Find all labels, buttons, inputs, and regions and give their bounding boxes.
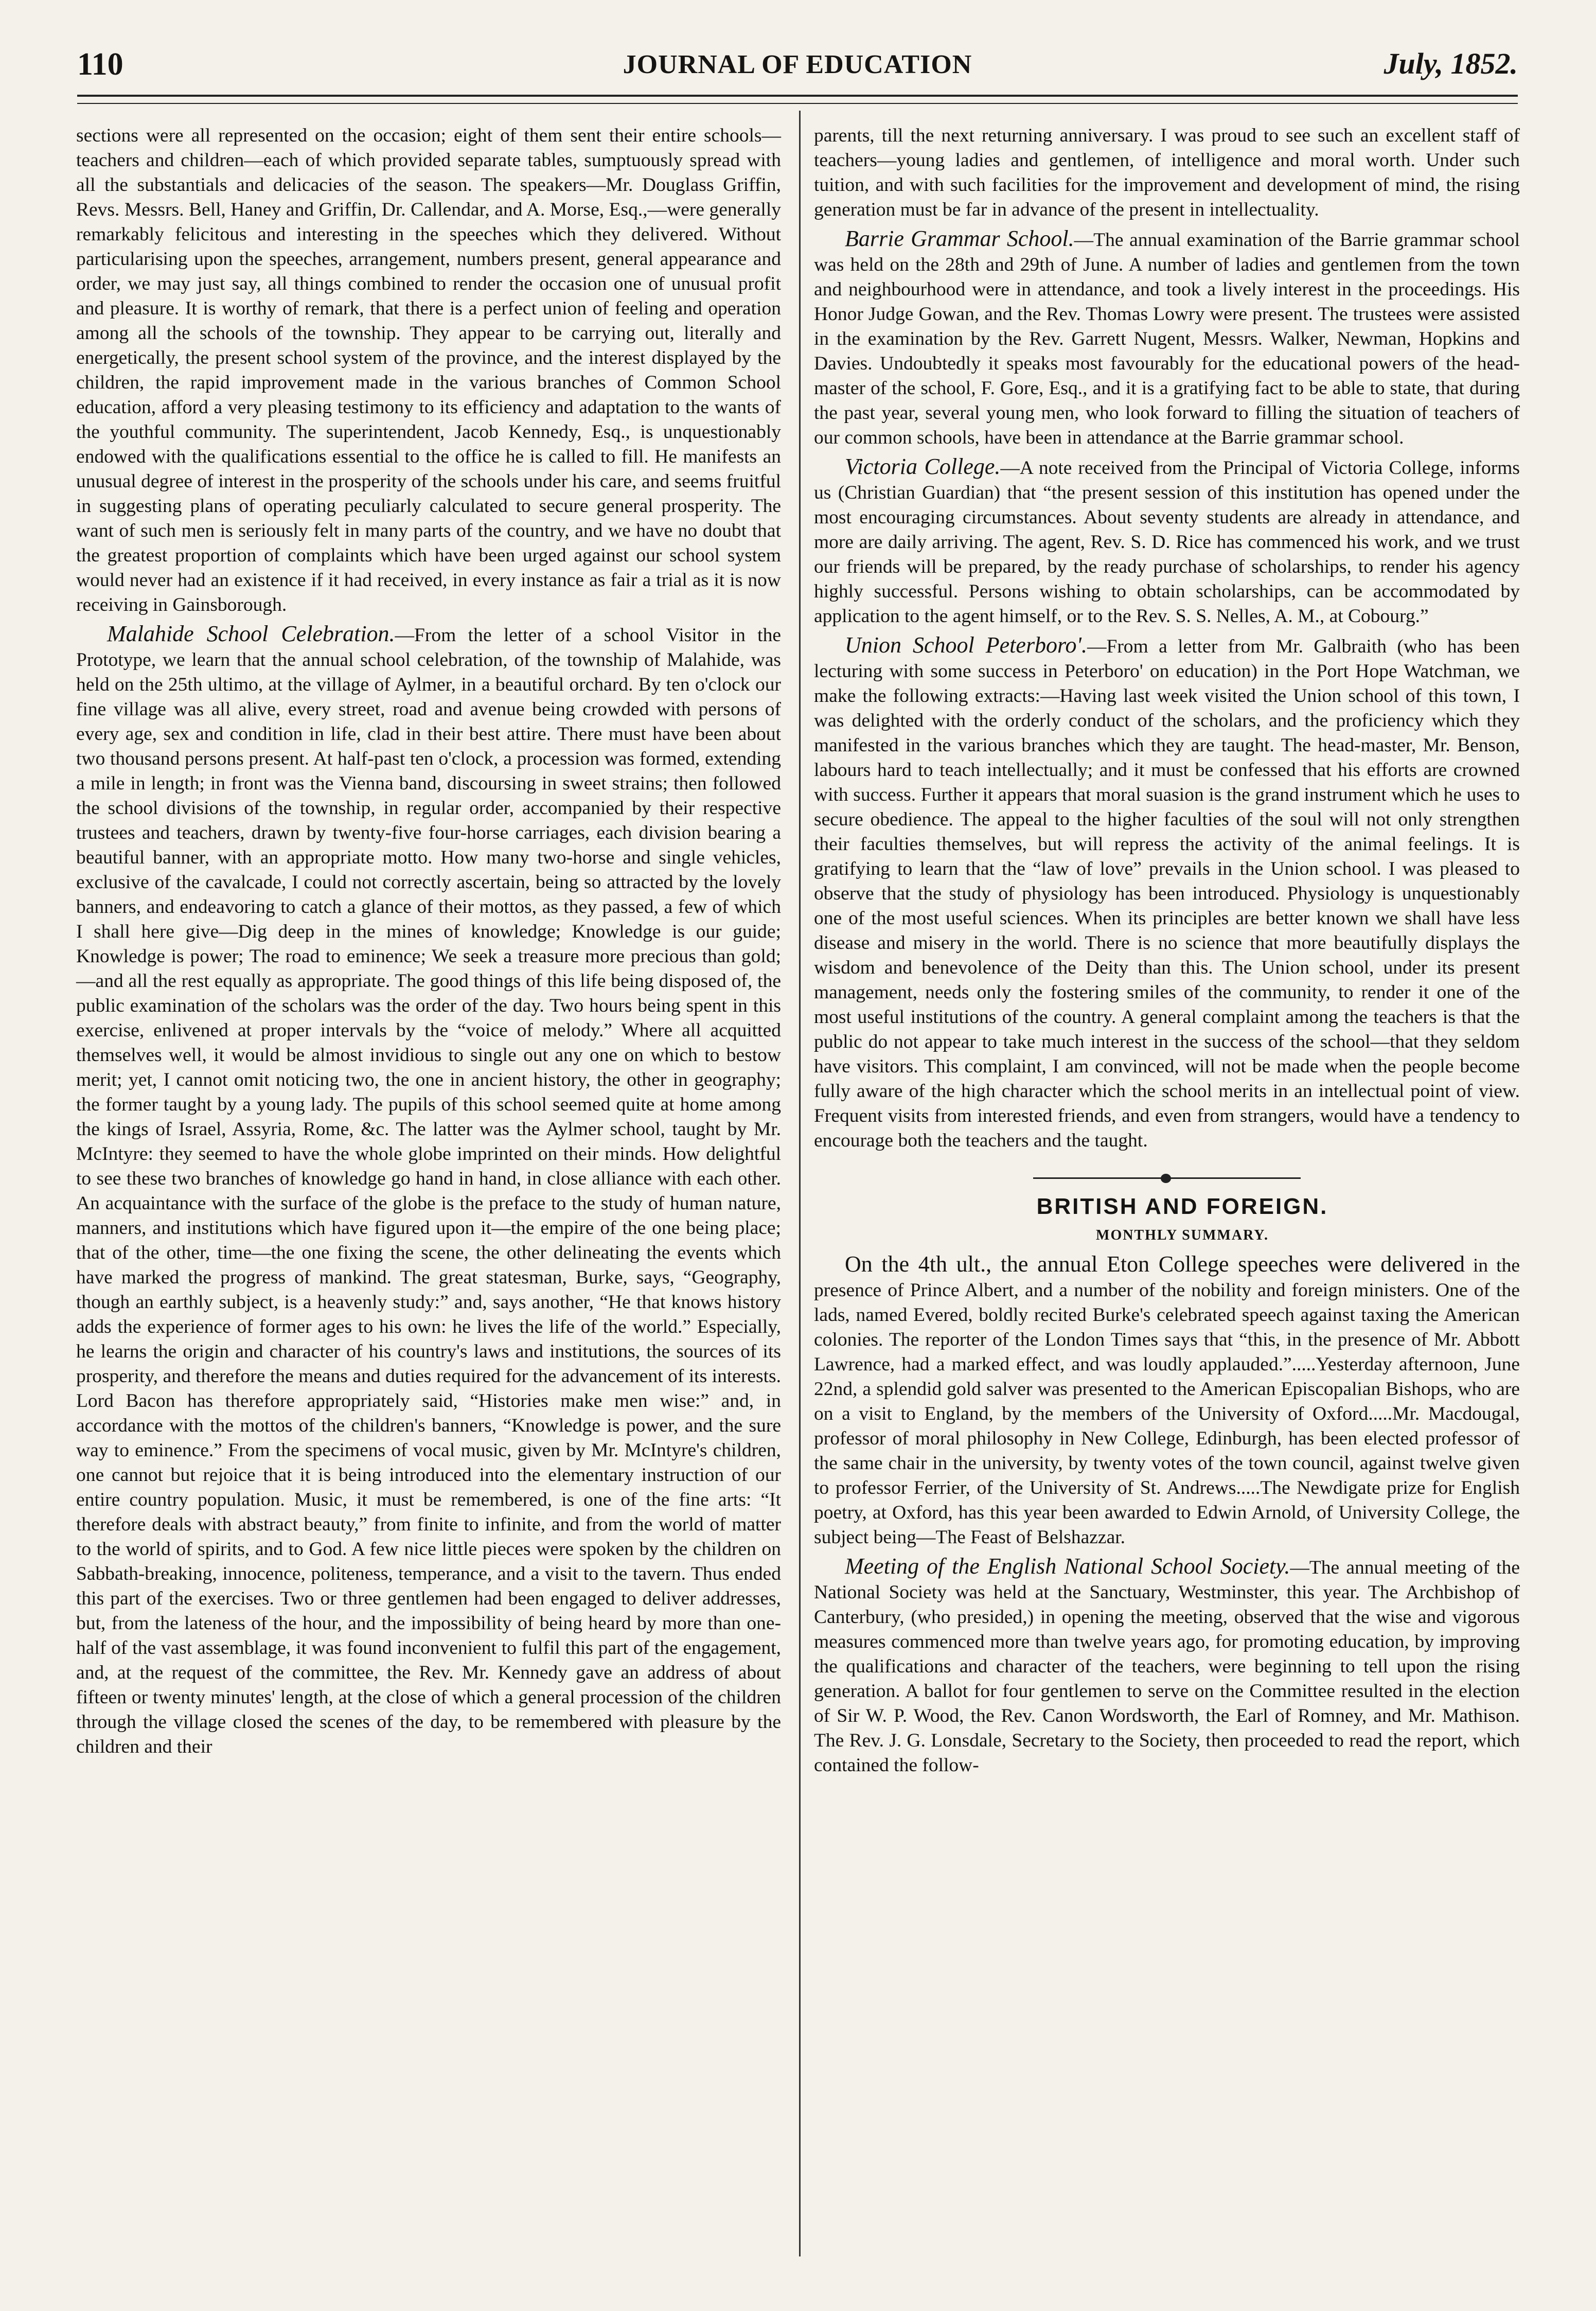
union-heading: Union School Peterboro'. [845,632,1087,658]
malahide-article [76,622,781,1759]
barrie-body: —The annual examination of the Barrie grammar school was held on the 28th and 29th of June. A number of ladies and gentlemen from the town and neighbourhood were in attendance, and took a lively interest in the proceedings. His Honor Judge Gowan, and the Rev. Thomas Lowry were present. The trustees were assisted in the examination by the Rev. Garrett Nugent, Messrs. Walker, Newman, Hopkins and Davies. Undoubtedly it speaks most favourably for the educational powers of the head-master of the school, F. Gore, Esq., and it is a gratifying fact to be able to state, that during the past year, several young men, who look forward to filling the situation of teachers of our common schools, have been in attendance at the Barrie grammar school. [814,230,1520,448]
union-body: —From a letter from Mr. Galbraith (who has been lecturing with some success in Peterboro' on education) in the Port Hope Watchman, we make the following extracts:—Having last week visited the Union school of this town, I was delighted with the orderly conduct of the scholars, and the proficiency which they manifested in the various branches which they are taught. The head-master, Mr. Benson, labours hard to teach intellectually; and it must be confessed that his efforts are crowned with success. Further it appears that moral suasion is the grand instrument which he uses to secure obedience. The appeal to the higher faculties of the soul will not only strengthen their faculties themselves, but will repress the activity of the animal feelings. It is gratifying to learn that the “law of love” prevails in the Union school. I was pleased to observe that the study of physiology has been introduced. Physiology is unquestionably one of the most useful sciences. When its principles are better known we shall have less disease and misery in the world. There is no science that more beautifully displays the wisdom and benevolence of the Deity than this. The Union school, under its present management, needs only the fostering smiles of the community, to render it one of the most useful institutions of the country. A general complaint among the teachers is that the public do not appear to take much interest in the success of the school—that they seldom have visitors. This complaint, I am convinced, will not be made when the people become fully aware of the high character which the school merits in an intellectual point of view. Frequent visits from interested friends, and even from strangers, would have a tendency to encourage both the teachers and the taught. [814,636,1520,1151]
page-header [77,46,1518,87]
divider-ornament [1161,1174,1171,1183]
victoria-body: —A note received from the Principal of Victoria College, informs us (Christian Guardian) that “the present session of this institution has opened under the most encouraging circumstances. About seventy students are already in attendance, and more are daily arriving. The agent, Rev. S. D. Rice has commenced his work, and we trust our friends will be prepared, by the ready purchase of scholarships, to render his agency highly successful. Persons wishing to obtain scholarships, can be accommodated by application to the agent himself, or to the Rev. S. S. Nelles, A. M., at Cobourg.” [814,457,1520,627]
section-divider [1033,1173,1301,1183]
header-rule-thick [77,95,1518,97]
meeting-body: —The annual meeting of the National Society was held at the Sanctuary, Westminster, this year. The Archbishop of Canterbury, (who presided,) in opening the meeting, observed that the wise and vigorous measures commenced more than twelve years ago, for promoting education, by improving the qualifications and character of the teachers, were beginning to tell upon the rising generation. A ballot for four gentlemen to serve on the Committee resulted in the election of Sir W. P. Wood, the Rev. Canon Wordsworth, the Earl of Romney, and Mr. Mathison. The Rev. J. G. Lonsdale, Secretary to the Society, then proceeded to read the report, which contained the follow- [814,1557,1520,1776]
malahide-continued: parents, till the next returning anniversary. I was proud to see such an excellent staff of teachers—young ladies and gentlemen, of intelligence and moral worth. Under such tuition, and with such facilities for the improvement and development of mind, the rising generation must be far in advance of the present in intellectuality. [814,125,1520,220]
meeting-article [814,1554,1520,1778]
right-column [814,124,1520,1778]
section-title: BRITISH AND FOREIGN. [1036,1194,1328,1219]
barrie-heading: Barrie Grammar School. [845,226,1074,251]
issue-date: July, 1852. [1384,47,1518,80]
malahide-body: —From the letter of a school Visitor in the Prototype, we learn that the annual school celebration, of the township of Malahide, was held on the 25th ultimo, at the village of Aylmer, in a beautiful orchard. By ten o'clock our fine village was all alive, every street, road and avenue being crowded with persons of every age, sex and condition in life, clad in their best attire. There must have been about two thousand persons present. At half-past ten o'clock, a procession was formed, extending a mile in length; in front was the Vienna band, discoursing in sweet strains; then followed the school divisions of the township, in regular order, accompanied by their respective trustees and teachers, drawn by twenty-five four-horse carriages, each division bearing a beautiful banner, with an appropriate motto. How many two-horse and single vehicles, exclusive of the cavalcade, I could not correctly ascertain, being so attracted by the lovely banners, and endeavoring to catch a glance of their mottos, as they passed, a few of which I shall here give—Dig deep in the mines of knowledge; Knowledge is our guide; Knowledge is power; The road to eminence; We seek a treasure more precious than gold;—and all the rest equally as appropriate. The good things of this life being disposed of, the public examination of the scholars was the order of the day. Two hours being spent in this exercise, enlivened at proper intervals by the “voice of melody.” Where all acquitted themselves well, it would be almost invidious to single out any one on which to bestow merit; yet, I cannot omit noticing two, the one in ancient history, the other in geography; the former taught by a young lady. The pupils of this school seemed quite at home among the kings of Israel, Assyria, Rome, &c. The latter was the Aylmer school, taught by Mr. McIntyre: they seemed to have the whole globe imprinted on their minds. How delightful to see these two branches of knowledge go hand in hand, in close alliance with each other. An acquaintance with the surface of the globe is the preface to the study of human nature, manners, and institutions which have figured upon it—the empire of the one being place; that of the other, time—the one fixing the scene, the other delineating the events which have marked the progress of mankind. The great statesman, Burke, says, “Geography, though an earthly subject, is a heavenly study:” and, says another, “He that knows history adds the experience of former ages to his own: he lives the life of the world.” Especially, he learns the origin and character of his country's laws and institutions, the sources of its prosperity, and therefore the means and duties required for the advancement of its interests. Lord Bacon has therefore appropriately said, “Histories make men wise:” and, in accordance with the mottos of the children's banners, “Knowledge is power, and the sure way to eminence.” From the specimens of vocal music, given by Mr. McIntyre's children, one cannot but rejoice that it is being introduced into the elementary instruction of our entire country population. Music, it must be remembered, is one of the fine arts: “It therefore deals with abstract beauty,” from finite to infinite, and from the world of matter to the world of spirits, and to God. A few nice little pieces were spoken by the children on Sabbath-breaking, innocence, politeness, temperance, and a visit to the tavern. Thus ended this part of the exercises. Two or three gentlemen had been engaged to deliver addresses, but, from the lateness of the hour, and the impossibility of being heard by more than one-half of the vast assemblage, it was found inconvenient to fulfil this part of the engagement, and, at the request of the committee, the Rev. Mr. Kennedy gave an address of about fifteen or twenty minutes' length, at the close of which a general procession of the children through the village closed the scenes of the day, to be remembered with pleasure by the children and their [76,625,781,1757]
union-article [814,633,1520,1153]
header-rule-thin [77,103,1518,104]
left-column [76,124,781,1759]
gainsborough-paragraph: sections were all represented on the occasion; eight of them sent their entire schools—teachers and children—each of which provided separate tables, sumptuously spread with all the substantials and delicacies of the season. The speakers—Mr. Douglass Griffin, Revs. Messrs. Bell, Haney and Griffin, Dr. Callendar, and A. Morse, Esq.,—were generally remarkably felicitous and interesting in the speeches which they delivered. Without particularising upon the speeches, arrangement, numbers present, general appearance and order, we may just say, all things combined to render the occasion one of unusual profit and pleasure. It is worthy of remark, that there is a perfect union of feeling and operation among all the schools of the township. They appear to be carrying out, literally and energetically, the present school system of the province, and the interest displayed by the children, the rapid improvement made in the various branches of Common School education, afford a very pleasing testimony to its efficiency and adaptation to the wants of the youthful community. The superintendent, Jacob Kennedy, Esq., is unquestionably endowed with the qualifications essential to the office he is called to fill. He manifests an unusual degree of interest in the prosperity of the schools under his care, and seems fruitful in suggesting plans of operating peculiarly calculated to secure general prosperity. The want of such men is seriously felt in many parts of the country, and we have no doubt that the greatest proportion of complaints which have been urged against our school system would never had an existence if it had received, in every instance as fair a trial as it is now receiving in Gainsborough. [76,125,781,615]
victoria-heading: Victoria College. [845,454,1001,479]
barrie-article [814,226,1520,450]
column-divider [799,111,801,2256]
eton-body: in the presence of Prince Albert, and a number of the nobility and foreign ministers. One of the lads, named Evered, boldly recited Burke's celebrated speech against taxing the American colonies. The reporter of the London Times says that “this, in the presence of Mr. Abbott Lawrence, had a marked effect, and was loudly applauded.”.....Yesterday afternoon, June 22nd, a splendid gold salver was presented to the American Episcopalian Bishops, who are on a visit to England, by the members of the University of Oxford.....Mr. Macdougal, professor of moral philosophy in New College, Edinburgh, has been elected professor of the same chair in the university, by twenty votes of the town council, against twelve given to professor Ferrier, of the University of St. Andrews.....The Newdigate prize for English poetry, at Oxford, has this year been awarded to Edwin Arnold, of University College, the subject being—The Feast of Belshazzar. [814,1255,1520,1548]
malahide-heading: Malahide School Celebration. [107,621,395,646]
eton-lead: On the 4th ult., the annual Eton College speeches were delivered [845,1251,1465,1277]
journal-title: JOURNAL OF EDUCATION [623,50,972,79]
page-number: 110 [77,47,123,82]
meeting-heading: Meeting of the English National School Society. [845,1554,1290,1579]
eton-article [814,1252,1520,1550]
victoria-article [814,454,1520,629]
section-subtitle: MONTHLY SUMMARY. [1096,1227,1269,1243]
